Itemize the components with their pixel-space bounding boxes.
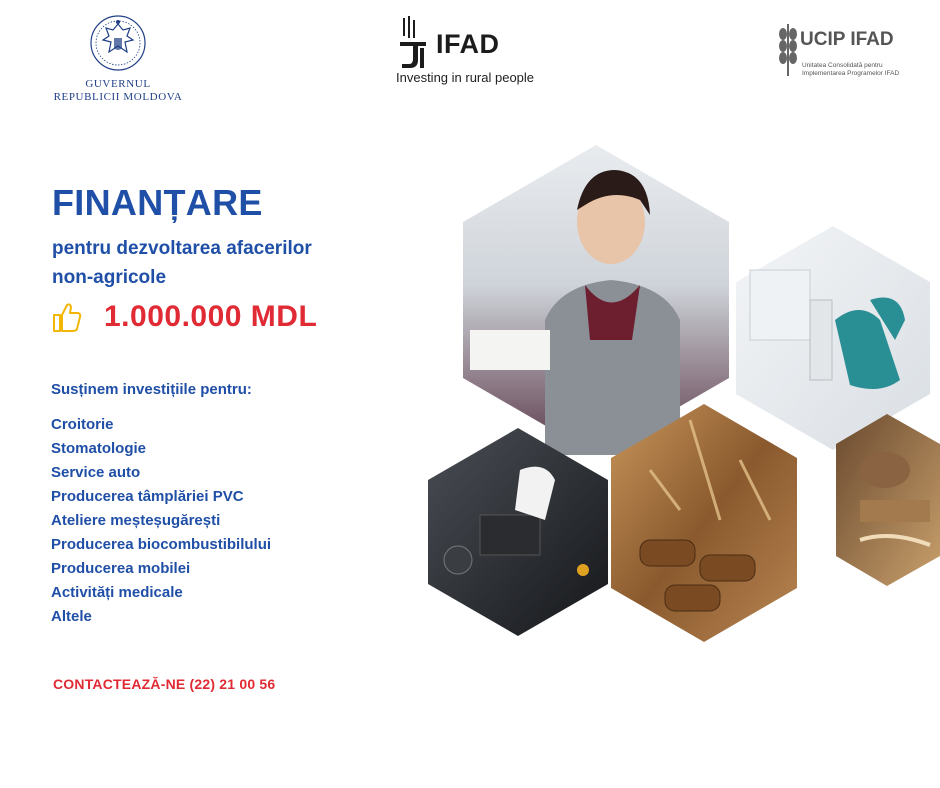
list-item: Producerea tâmplăriei PVC: [51, 488, 244, 505]
ifad-name: IFAD: [436, 28, 500, 59]
ucip-sub-line1: Unitatea Consolidată pentru: [802, 62, 883, 69]
ifad-tagline: Investing in rural people: [396, 70, 535, 85]
list-item: Croitorie: [51, 416, 114, 433]
support-heading: Susținem investițiile pentru:: [51, 381, 252, 398]
list-item: Activități medicale: [51, 584, 183, 601]
carpentry-photo: [836, 414, 940, 586]
dental-chair-photo: [736, 226, 930, 450]
car-engine-photo: [428, 428, 608, 636]
list-item: Stomatologie: [51, 440, 147, 457]
page-title: FINANȚARE: [52, 182, 263, 223]
gov-name-line2: REPUBLICII MOLDOVA: [53, 91, 183, 103]
subtitle-line2: non-agricole: [52, 267, 167, 288]
amount-value: 1.000.000 MDL: [104, 300, 318, 333]
contact-phone: CONTACTEAZĂ-NE (22) 21 00 56: [53, 676, 276, 692]
ucip-sub-line2: Implementarea Programelor IFAD: [802, 70, 900, 77]
list-item: Producerea mobilei: [51, 560, 191, 577]
ucip-name: UCIP IFAD: [800, 29, 894, 50]
gov-name-line1: GUVERNUL: [85, 78, 151, 90]
list-item: Ateliere meșteșugărești: [51, 512, 221, 529]
subtitle-line1: pentru dezvoltarea afacerilor: [52, 238, 312, 259]
list-item: Service auto: [51, 464, 141, 481]
list-item: Altele: [51, 608, 92, 625]
list-item: Producerea biocombustibilului: [51, 536, 272, 553]
seamstress-photo: [463, 145, 729, 455]
